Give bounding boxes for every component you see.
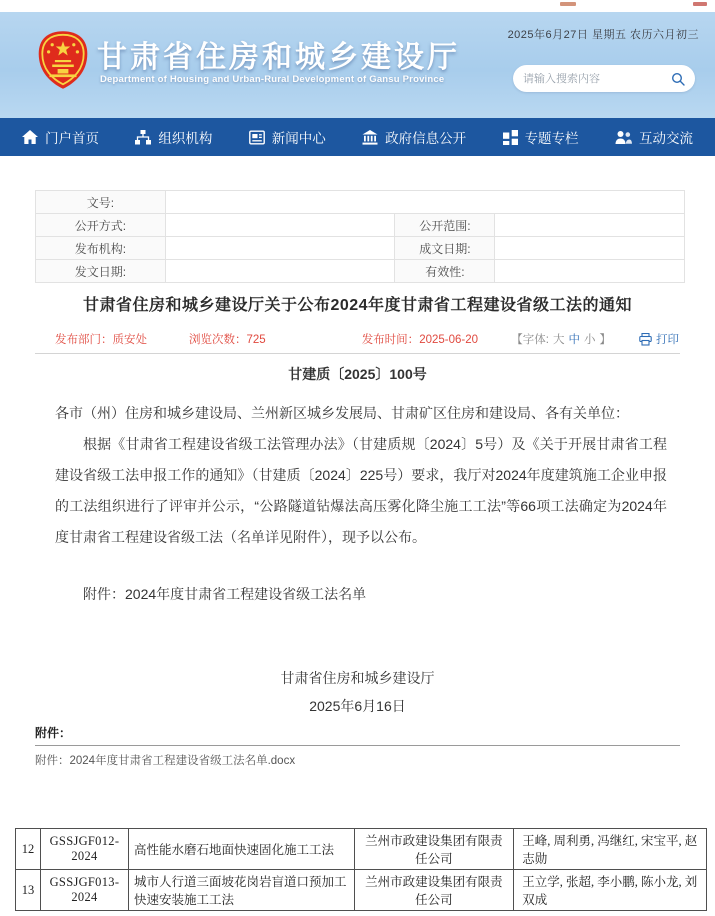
cell-row-number: 13 <box>16 870 41 911</box>
attachment-reference-line: 附件：2024年度甘肃省工程建设省级工法名单 <box>83 586 367 602</box>
browser-remnant-strip <box>0 0 715 12</box>
remnant-mark <box>560 2 576 6</box>
meta-value-written-date <box>495 237 685 260</box>
meta-value-issue-date <box>165 260 395 283</box>
nav-label: 组织机构 <box>158 131 213 146</box>
law-list-table <box>15 828 707 911</box>
news-icon <box>249 130 265 145</box>
attachments-section <box>35 724 680 768</box>
table-row <box>36 260 685 283</box>
cell-company: 兰州市政建设集团有限责任公司 <box>354 829 514 870</box>
meta-value-docnumber <box>165 191 684 214</box>
nav-label: 门户首页 <box>45 131 99 146</box>
printer-icon <box>639 333 652 346</box>
meta-value-validity <box>495 260 685 283</box>
nav-item-organization[interactable] <box>135 127 212 147</box>
doc-meta-table <box>35 190 685 283</box>
meta-label-open-method: 公开方式: <box>36 214 166 237</box>
search-icon[interactable] <box>671 72 685 86</box>
nav-item-interact[interactable] <box>615 127 693 147</box>
main-nav <box>0 118 715 156</box>
interact-icon <box>615 130 632 145</box>
nav-label: 专题专栏 <box>524 131 579 146</box>
cell-law-name: 高性能水磨石地面快速固化施工工法 <box>128 829 354 870</box>
cell-row-number: 12 <box>16 829 41 870</box>
print-button[interactable] <box>639 331 679 347</box>
search-input[interactable] <box>523 73 671 85</box>
home-icon <box>22 130 38 145</box>
attachment-file-link[interactable]: 附件：2024年度甘肃省工程建设省级工法名单.docx <box>35 755 296 767</box>
date-line: 2025年6月27日 星期五 农历六月初三 <box>507 29 699 41</box>
meta-label-validity: 有效性: <box>395 260 495 283</box>
nav-label: 互动交流 <box>638 131 693 146</box>
meta-label-issuing-org: 发布机构: <box>36 237 166 260</box>
meta-value-issuing-org <box>165 237 395 260</box>
font-bracket: 【字体: <box>511 334 549 346</box>
topics-icon <box>503 130 518 145</box>
signature-date: 2025年6月16日 <box>309 698 406 714</box>
table-row <box>16 829 707 870</box>
nav-item-home[interactable] <box>22 127 99 147</box>
meta-value-open-method <box>165 214 395 237</box>
org-icon <box>135 130 151 145</box>
table-row <box>36 214 685 237</box>
site-banner <box>0 12 715 118</box>
signature-block <box>0 664 715 720</box>
remnant-mark <box>693 2 707 6</box>
cell-law-code: GSSJGF012-2024 <box>40 829 128 870</box>
meta-label-docnumber: 文号: <box>36 191 166 214</box>
doc-number: 甘建质〔2025〕100号 <box>288 366 427 382</box>
cell-authors: 王峰, 周利勇, 冯继红, 宋宝平, 赵志勋 <box>514 829 707 870</box>
meta-value-open-scope <box>495 214 685 237</box>
search-box[interactable] <box>513 65 695 92</box>
table-row <box>36 191 685 214</box>
font-size-medium[interactable]: 中 <box>568 334 580 346</box>
nav-item-topics[interactable] <box>503 127 579 147</box>
font-size-selector <box>511 331 679 347</box>
title-divider <box>35 353 680 354</box>
publish-time: 发布时间：2025-06-20 <box>361 334 479 346</box>
paragraph-main: 根据《甘肃省工程建设省级工法管理办法》（甘建质规〔2024〕5号）及《关于开展甘肃省工程建设省级工法申报工作的通知》（甘建质〔2024〕225号）要求，我厅对2024年度建筑施工企业申报的工法组织进行了评审并公示，“公路隧道钻爆法高压雾化降尘施工工法”等66项工法确定为2024年度甘肃省工程建设省级工法（名单详见附件），现予以公布。 <box>55 436 667 545</box>
print-label: 打印 <box>656 334 679 346</box>
meta-label-open-scope: 公开范围: <box>395 214 495 237</box>
law-list-table-wrap <box>15 828 707 911</box>
cell-company: 兰州市政建设集团有限责任公司 <box>354 870 514 911</box>
cell-law-code: GSSJGF013-2024 <box>40 870 128 911</box>
signature-org: 甘肃省住房和城乡建设厅 <box>280 670 435 686</box>
table-row <box>16 870 707 911</box>
site-title: 甘肃省住房和城乡建设厅 <box>97 41 460 74</box>
font-size-small[interactable]: 小 <box>584 334 596 346</box>
meta-label-written-date: 成文日期: <box>395 237 495 260</box>
nav-label: 政府信息公开 <box>385 131 467 146</box>
cell-law-name: 城市人行道三面坡花岗岩盲道口预加工快速安装施工工法 <box>128 870 354 911</box>
table-row <box>36 237 685 260</box>
view-count: 浏览次数：725 <box>189 334 266 346</box>
publish-dept: 发布部门：质安处 <box>55 334 147 346</box>
gov-info-icon <box>362 130 378 145</box>
nav-label: 新闻中心 <box>271 131 326 146</box>
article-meta-row <box>55 331 679 347</box>
font-bracket: 】 <box>599 334 611 346</box>
site-subtitle: Department of Housing and Urban-Rural Development of Gansu Province <box>100 74 445 85</box>
nav-item-gov-info[interactable] <box>362 127 466 147</box>
article-body <box>55 398 667 610</box>
cell-authors: 王立学, 张超, 李小鹏, 陈小龙, 刘双成 <box>514 870 707 911</box>
page-title: 甘肃省住房和城乡建设厅关于公布2024年度甘肃省工程建设省级工法的通知 <box>82 297 633 314</box>
nav-item-news[interactable] <box>249 127 326 147</box>
national-emblem-icon <box>36 30 90 90</box>
paragraph-recipients: 各市（州）住房和城乡建设局、兰州新区城乡发展局、甘肃矿区住房和建设局、各有关单位： <box>55 405 629 421</box>
font-size-large[interactable]: 大 <box>553 334 565 346</box>
attachments-divider <box>35 745 680 746</box>
meta-label-issue-date: 发文日期: <box>36 260 166 283</box>
attachments-heading: 附件： <box>35 726 72 740</box>
